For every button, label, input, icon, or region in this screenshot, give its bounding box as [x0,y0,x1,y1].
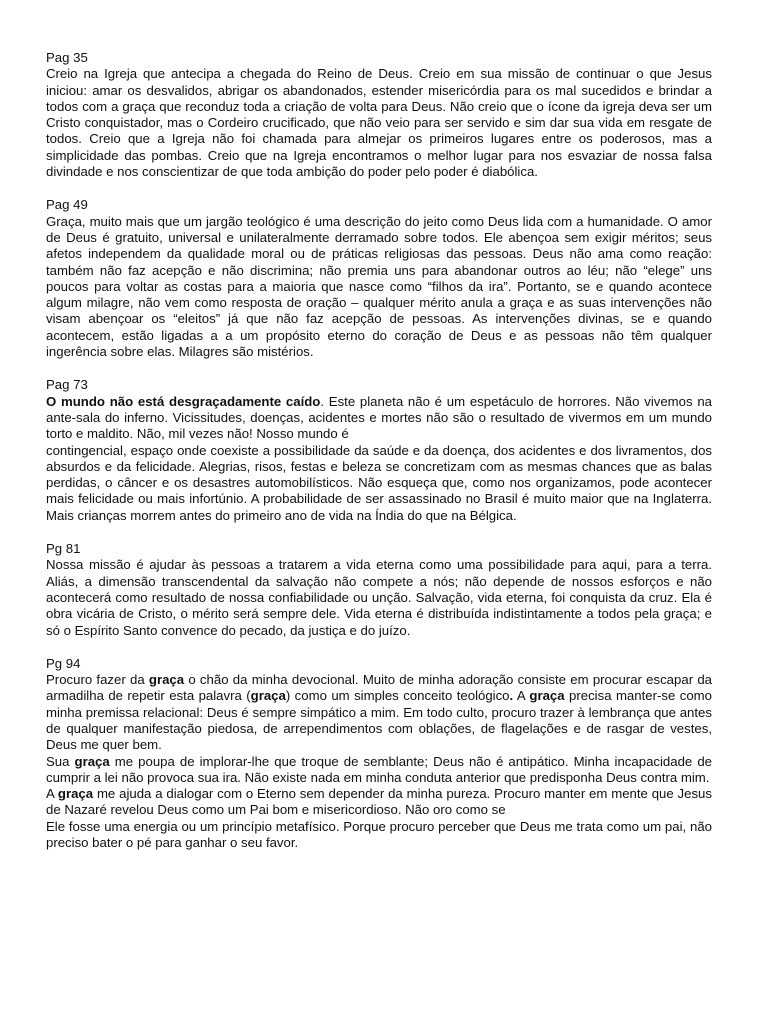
paragraph [46,443,712,524]
document-body [46,50,712,851]
paragraph [46,214,712,361]
bold-text-run: graça [74,753,110,769]
bold-text-run: graça [529,688,565,704]
page-section [46,377,712,524]
text-run: . Este planeta não é um espetáculo de horrores. Não vivemos na ante-sala do inferno. Vicissitudes, doenças, acidentes e mortes não são o resultado de vivermos em um mundo torto e maldito. Não, mil vezes não! Nosso mundo é [46,393,713,442]
bold-text-run: O mundo não está desgraçadamente caído [46,393,321,409]
page-section [46,541,712,639]
text-run: Ele fosse uma energia ou um princípio metafísico. Porque procuro perceber que Deus me trata como um pai, não preciso bater o pé para ganhar o seu favor. [46,818,712,851]
bold-text-run: graça [57,786,94,802]
paragraph [46,66,712,180]
bold-text-run: graça [148,672,185,688]
bold-text-run: . [509,688,514,704]
section-heading: Pag 49 [46,197,88,213]
page-section [46,197,712,360]
text-run: Procuro fazer da [46,672,149,688]
text-run: A [46,786,58,802]
page-section [46,50,712,180]
paragraph [46,819,712,852]
text-run: Sua [46,753,75,769]
text-run: contingencial, espaço onde coexiste a possibilidade da saúde e da doença, dos acidentes e dos livramentos, dos absurdos e da felicidade. Alegrias, risos, festas e beleza se concretizam com as mesmas chances que as balas perdidas, o câncer e os desastres automobilísticos. Não esqueça que, como nos organizamos, pode acontecer mais felicidade ou mais infortúnio. A probabilidade de ser assassinado no Brasil é muito maior que na Inglaterra. Mais crianças morrem antes do primeiro ano de vida na Índia do que na Bélgica. [46,442,712,523]
paragraph [46,394,712,443]
text-run: me ajuda a dialogar com o Eterno sem depender da minha pureza. Procuro manter em mente que Jesus de Nazaré revelou Deus como um Pai bom e misericordioso. Não oro como se [46,786,712,818]
section-heading: Pag 35 [46,50,88,65]
section-heading: Pg 94 [46,655,81,671]
text-run: precisa manter-se como minha premissa relacional: Deus é sempre simpático a mim. Em todo culto, procuro trazer à lembrança que antes de qualquer manifestação piedosa, de arrependimentos com oblações, de flagelações e de rasgar de vestes, Deus me quer bem. [46,688,712,753]
page-section [46,656,712,852]
text-run: me poupa de implorar-lhe que troque de semblante; Deus não é antipático. Minha incapacidade de cumprir a lei não provoca sua ira. Não existe nada em minha conduta anterior que predisponha Deus contra mim. [46,753,712,785]
paragraph [46,786,712,819]
text-run: o chão da minha devocional. Muito de minha adoração consiste em procurar escapar da armadilha de repetir esta palavra ( [46,672,712,704]
text-run: Creio na Igreja que antecipa a chegada do Reino de Deus. Creio em sua missão de continuar o que Jesus iniciou: amar os desvalidos, abrigar os abandonados, estender misericórdia para os mal sucedidos e brindar a todos com a graça que reconduz toda a criação de volta para Deus. Não creio que o ícone da igreja deva ser um Cristo conquistador, mas o Cordeiro crucificado, que não veio para ser servido e sim dar sua vida em resgate de todos. Creio que a Igreja não foi chamada para almejar os primeiros lugares entre os poderosos, mas a simplicidade das pombas. Creio que na Igreja encontramos o melhor lugar para nos esvaziar de nossa falsa divindade e nos conscientizar de que toda ambição do poder pelo poder é diabólica. [46,66,712,180]
text-run: A [513,688,530,704]
text-run: Nossa missão é ajudar às pessoas a tratarem a vida eterna como uma possibilidade para aqui, para a terra. Aliás, a dimensão transcendental da salvação não compete a nós; não depende de nossos esforços e não acontecerá como resultado de nossa confiabilidade ou unção. Salvação, vida eterna, foi conquista da cruz. Ela é obra vicária de Cristo, o mérito será sempre dele. Vida eterna é distribuída indistintamente a todos pela graça; e só o Espírito Santo convence do pecado, da justiça e do juízo. [46,557,712,638]
text-run: Graça, muito mais que um jargão teológico é uma descrição do jeito como Deus lida com a humanidade. O amor de Deus é gratuito, universal e unilateralmente derramado sobre todos. Ele abençoa sem exigir méritos; seus afetos independem da qualidade moral ou de práticas religiosas das pessoas. Deus não ama como reação: também não faz acepção e não discrimina; não premia uns para abandonar outros ao léu; não “elege” uns poucos para voltar as costas para a maioria que nasce como “filhos da ira”. Portanto, se e quando acontece algum milagre, não vem como resposta de oração – qualquer mérito anula a graça e as suas intervenções não visam abençoar os “eleitos” já que não faz acepção de pessoas. As intervenções divinas, se e quando acontecem, estão ligadas a a um propósito eterno do coração de Deus e as pessoas não têm qualquer ingerência sobre elas. Milagres são mistérios. [46,213,712,360]
text-run: ) como um simples conceito teológico [285,688,510,704]
bold-text-run: graça [250,688,286,704]
paragraph [46,557,712,638]
paragraph [46,672,712,753]
paragraph [46,754,712,787]
section-heading: Pag 73 [46,377,88,393]
section-heading: Pg 81 [46,541,81,557]
